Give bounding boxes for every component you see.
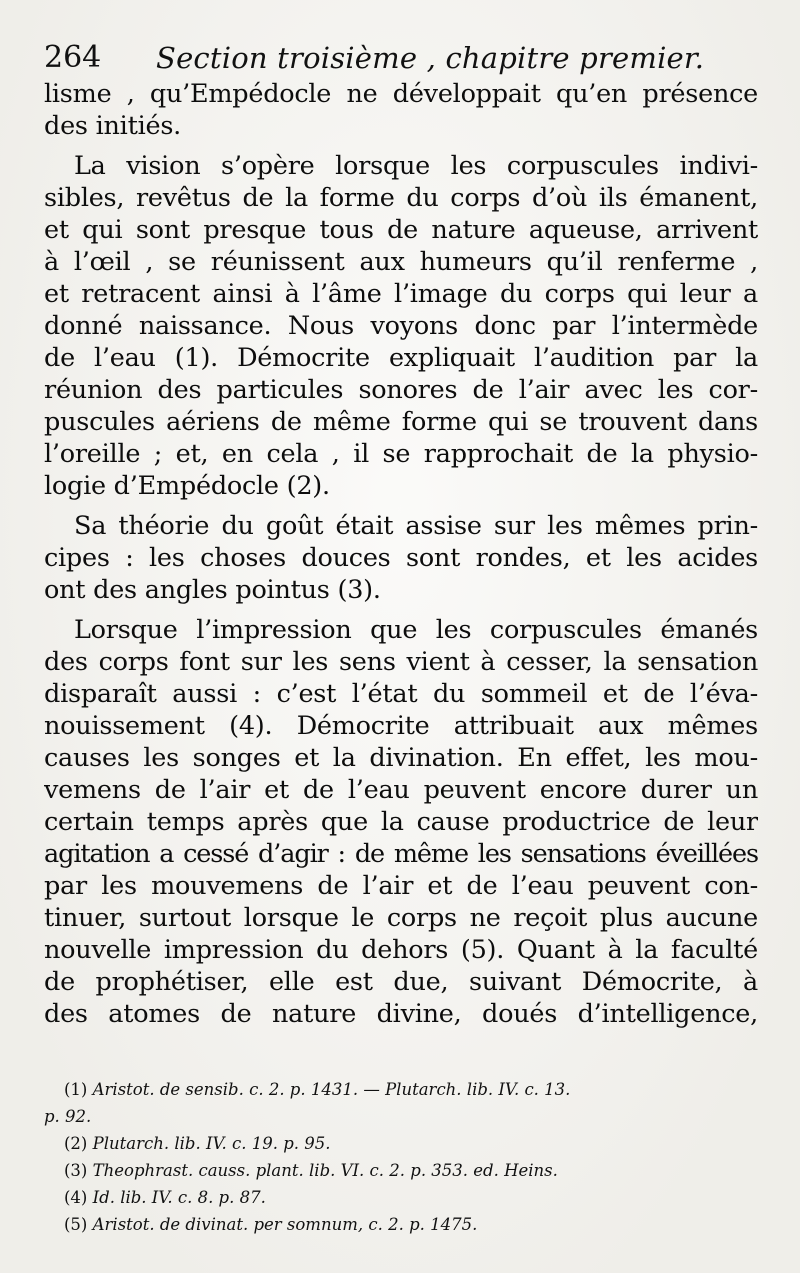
text-line: Lorsque l’impression que les corpuscules émanés: [74, 615, 758, 645]
paragraph: [44, 78, 758, 142]
footnote: [64, 1157, 764, 1184]
footnote-text: Theophrast. causs. plant. lib. VI. c. 2. p. 353. ed. Heins.: [92, 1161, 558, 1180]
footnote: [64, 1211, 764, 1238]
footnote-mark: (1): [64, 1080, 88, 1099]
footnote: [64, 1076, 764, 1103]
text-line: de prophétiser, elle est due, suivant Démocrite, à: [44, 967, 758, 997]
text-line: certain temps après que la cause productrice de leur: [44, 807, 758, 837]
text-line: par les mouvemens de l’air et de l’eau peuvent con-: [44, 871, 758, 901]
footnote-mark: (4): [64, 1188, 88, 1207]
running-head: [44, 38, 764, 78]
text-line: nouissement (4). Démocrite attribuait aux mêmes: [44, 711, 758, 741]
footnote-mark: (5): [64, 1215, 88, 1234]
text-line: donné naissance. Nous voyons donc par l’intermède: [44, 311, 758, 341]
footnote-text: Id. lib. IV. c. 8. p. 87.: [92, 1188, 266, 1207]
text-line: logie d’Empédocle (2).: [44, 471, 330, 501]
running-title: Section troisième , chapitre premier.: [156, 41, 705, 75]
text-line: La vision s’opère lorsque les corpuscules indivi-: [74, 151, 758, 181]
footnote: [64, 1130, 764, 1157]
text-line: nouvelle impression du dehors (5). Quant à la faculté: [44, 935, 758, 965]
footnote: [64, 1184, 764, 1211]
text-line: et qui sont presque tous de nature aqueuse, arrivent: [44, 215, 758, 245]
text-line: réunion des particules sonores de l’air avec les cor-: [44, 375, 758, 405]
footnote-text: Plutarch. lib. IV. c. 19. p. 95.: [92, 1134, 331, 1153]
footnote-text: p. 92.: [44, 1107, 92, 1126]
paragraph: [44, 510, 758, 606]
paragraph: [44, 150, 758, 502]
footnote-text: Aristot. de divinat. per somnum, c. 2. p. 1475.: [92, 1215, 478, 1234]
text-line: des corps font sur les sens vient à cesser, la sensation: [44, 647, 758, 677]
text-line: ont des angles pointus (3).: [44, 575, 381, 605]
footnote-mark: (3): [64, 1161, 88, 1180]
text-line: à l’œil , se réunissent aux humeurs qu’il renferme ,: [44, 247, 758, 277]
text-line: Sa théorie du goût était assise sur les mêmes prin-: [74, 511, 758, 541]
text-line: vemens de l’air et de l’eau peuvent encore durer un: [44, 775, 758, 805]
text-line: cipes : les choses douces sont rondes, et les acides: [44, 543, 758, 573]
text-line: agitation a cessé d’agir : de même les sensations éveillées: [44, 839, 758, 869]
page-number: 264: [44, 40, 102, 75]
text-line: l’oreille ; et, en cela , il se rapprochait de la physio-: [44, 439, 758, 469]
text-line: des atomes de nature divine, doués d’intelligence,: [44, 999, 758, 1029]
text-line: puscules aériens de même forme qui se trouvent dans: [44, 407, 758, 437]
text-line: et retracent ainsi à l’âme l’image du corps qui leur a: [44, 279, 758, 309]
footnote-continuation: [44, 1103, 744, 1130]
body-text: [44, 78, 758, 1030]
text-line: lisme , qu’Empédocle ne développait qu’en présence: [44, 79, 758, 109]
text-line: de l’eau (1). Démocrite expliquait l’audition par la: [44, 343, 758, 373]
text-line: sibles, revêtus de la forme du corps d’où ils émanent,: [44, 183, 758, 213]
text-line: causes les songes et la divination. En effet, les mou-: [44, 743, 758, 773]
paragraph: [44, 614, 758, 1030]
footnote-text: Aristot. de sensib. c. 2. p. 1431. — Plutarch. lib. IV. c. 13.: [92, 1080, 571, 1099]
footnote-mark: (2): [64, 1134, 88, 1153]
text-line: disparaît aussi : c’est l’état du sommeil et de l’éva-: [44, 679, 758, 709]
text-line: tinuer, surtout lorsque le corps ne reçoit plus aucune: [44, 903, 758, 933]
footnotes: [44, 1076, 764, 1238]
text-line: des initiés.: [44, 111, 182, 141]
